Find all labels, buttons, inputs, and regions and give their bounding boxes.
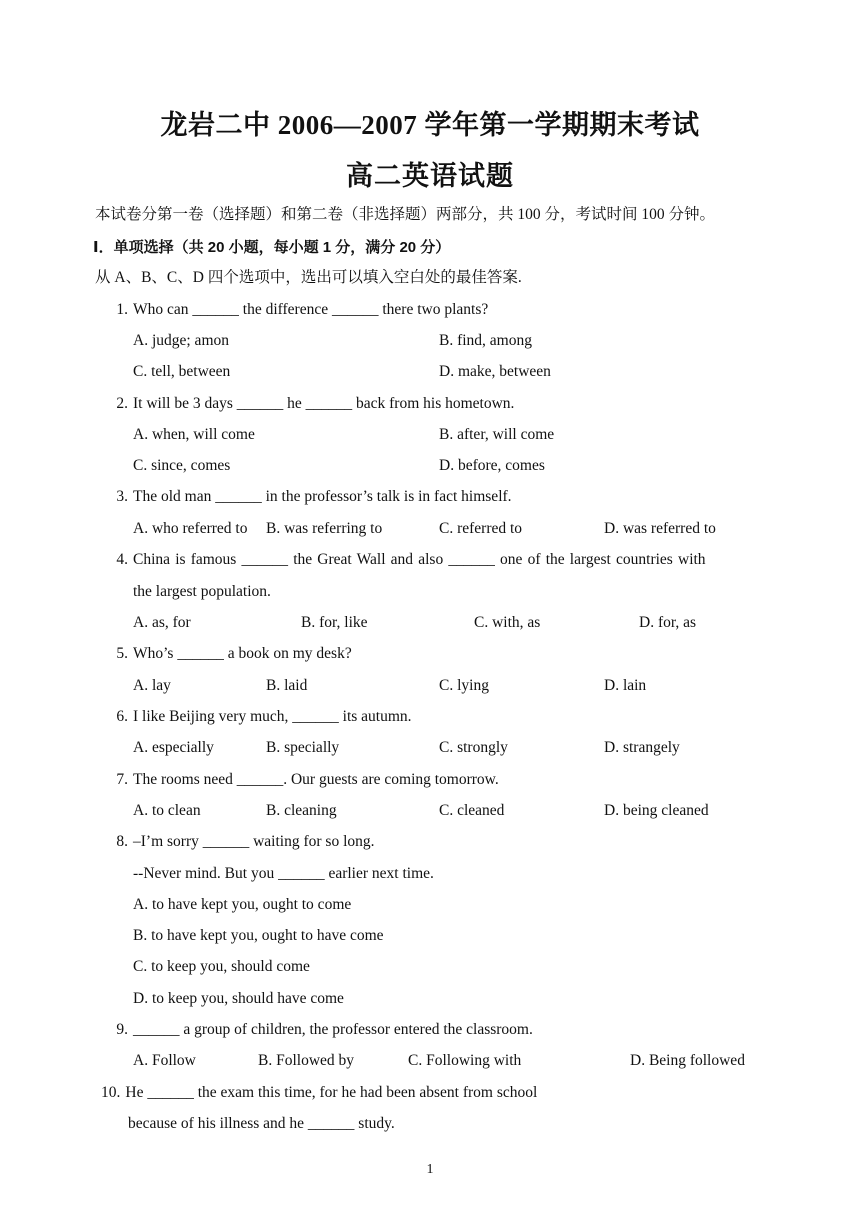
question-number: 3. (116, 488, 128, 505)
question-4 (106, 550, 706, 570)
option-9c: C. Following with (408, 1052, 522, 1069)
question-9 (106, 1020, 533, 1040)
option-2a: A. when, will come (133, 426, 255, 443)
option-9b: B. Followed by (258, 1052, 355, 1069)
option-1c: C. tell, between (133, 363, 231, 380)
question-7 (106, 770, 499, 790)
exam-subtitle: 高二英语试题 (346, 161, 514, 191)
section-instruction: 从 A、B、C、D 四个选项中，选出可以填入空白处的最佳答案. (95, 269, 522, 286)
section-heading: Ⅰ．单项选择（共 20 小题，每小题 1 分，满分 20 分） (93, 239, 451, 256)
option-5b: B. laid (266, 677, 308, 694)
question-10 (101, 1083, 537, 1103)
question-8 (106, 832, 375, 852)
question-text: ______ a group of children, the professor entered the classroom. (133, 1021, 533, 1038)
option-1b: B. find, among (439, 332, 532, 349)
question-number: 5. (116, 645, 128, 662)
question-number: 10. (101, 1084, 121, 1101)
option-3d: D. was referred to (604, 520, 716, 537)
option-4b: B. for, like (301, 614, 368, 631)
option-6a: A. especially (133, 739, 214, 756)
question-text: He ______ the exam this time, for he had been absent from school (125, 1084, 538, 1101)
option-7a: A. to clean (133, 802, 201, 819)
question-number: 1. (116, 301, 128, 318)
question-2 (106, 394, 514, 414)
question-text: I like Beijing very much, ______ its autumn. (133, 708, 412, 725)
question-1 (106, 300, 488, 320)
option-2b: B. after, will come (439, 426, 555, 443)
option-1d: D. make, between (439, 363, 551, 380)
question-number: 6. (116, 708, 128, 725)
question-number: 7. (116, 771, 128, 788)
option-1a: A. judge; amon (133, 332, 229, 349)
intro-text: 本试卷分第一卷（选择题）和第二卷（非选择题）两部分，共 100 分，考试时间 100 分钟。 (95, 206, 716, 223)
option-9d: D. Being followed (630, 1052, 745, 1069)
option-8c: C. to keep you, should come (133, 958, 310, 975)
option-8d: D. to keep you, should have come (133, 990, 344, 1007)
option-4a: A. as, for (133, 614, 191, 631)
option-4c: C. with, as (474, 614, 541, 631)
question-text: It will be 3 days ______ he ______ back from his hometown. (133, 395, 515, 412)
question-text: Who can ______ the difference ______ there two plants? (133, 301, 489, 318)
option-6d: D. strangely (604, 739, 680, 756)
option-4d: D. for, as (639, 614, 697, 631)
option-7b: B. cleaning (266, 802, 337, 819)
option-6b: B. specially (266, 739, 340, 756)
option-8b: B. to have kept you, ought to have come (133, 927, 384, 944)
question-number: 8. (116, 833, 128, 850)
option-5d: D. lain (604, 677, 647, 694)
option-3a: A. who referred to (133, 520, 248, 537)
question-8-reply: --Never mind. But you ______ earlier next time. (133, 865, 434, 882)
question-10-continued: because of his illness and he ______ study. (128, 1115, 395, 1132)
question-text: China is famous ______ the Great Wall and also ______ one of the largest countries with (133, 551, 706, 568)
option-6c: C. strongly (439, 739, 508, 756)
option-8a: A. to have kept you, ought to come (133, 896, 352, 913)
option-2c: C. since, comes (133, 457, 231, 474)
page-number: 1 (426, 1162, 434, 1177)
question-3 (106, 487, 512, 507)
option-5c: C. lying (439, 677, 489, 694)
question-text: The old man ______ in the professor’s talk is in fact himself. (133, 488, 512, 505)
question-text: Who’s ______ a book on my desk? (133, 645, 352, 662)
question-text: –I’m sorry ______ waiting for so long. (133, 833, 375, 850)
option-2d: D. before, comes (439, 457, 545, 474)
option-5a: A. lay (133, 677, 171, 694)
question-5 (106, 644, 352, 664)
exam-title: 龙岩二中 2006—2007 学年第一学期期末考试 (160, 110, 700, 140)
question-number: 4. (116, 551, 128, 568)
question-text: The rooms need ______. Our guests are coming tomorrow. (133, 771, 499, 788)
option-7c: C. cleaned (439, 802, 505, 819)
option-3c: C. referred to (439, 520, 523, 537)
option-3b: B. was referring to (266, 520, 383, 537)
question-4-continued: the largest population. (133, 583, 271, 600)
question-6 (106, 707, 412, 727)
question-number: 9. (116, 1021, 128, 1038)
option-7d: D. being cleaned (604, 802, 709, 819)
option-9a: A. Follow (133, 1052, 196, 1069)
question-number: 2. (116, 395, 128, 412)
